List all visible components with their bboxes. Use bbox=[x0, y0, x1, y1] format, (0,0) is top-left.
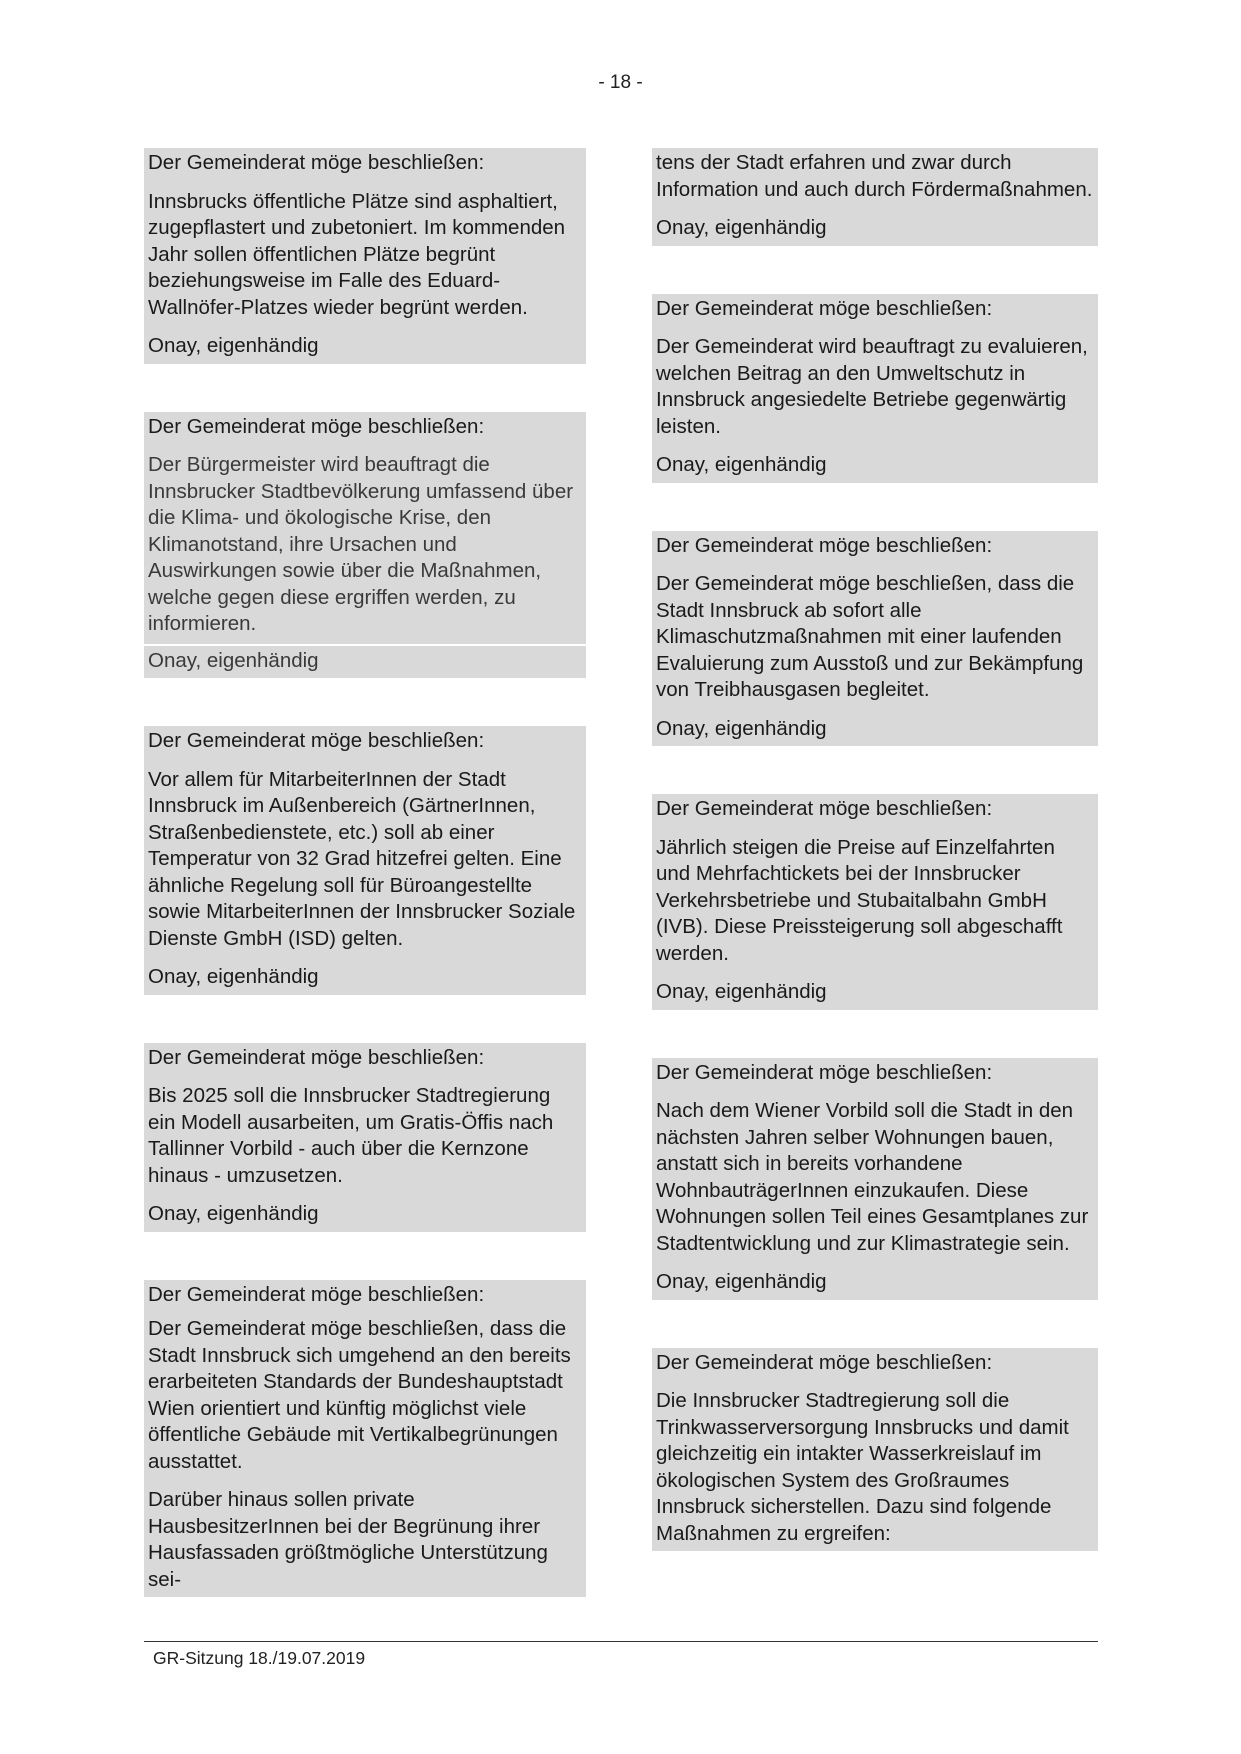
motion-signature: Onay, eigenhändig bbox=[656, 716, 827, 740]
right-column bbox=[652, 148, 1098, 1551]
divider bbox=[144, 644, 586, 646]
motion-signature: Onay, eigenhändig bbox=[148, 648, 319, 672]
motion-block bbox=[652, 531, 1098, 747]
motion-heading: Der Gemeinderat möge beschließen: bbox=[656, 1060, 993, 1084]
motion-signature: Onay, eigenhändig bbox=[656, 453, 827, 476]
motion-block bbox=[652, 1058, 1098, 1300]
motion-block bbox=[652, 794, 1098, 1010]
motion-heading: Der Gemeinderat möge beschließen: bbox=[148, 1045, 485, 1069]
motion-block bbox=[144, 412, 586, 679]
motion-heading: Der Gemeinderat möge beschließen: bbox=[656, 797, 993, 820]
motion-text-continued: Darüber hinaus sollen private HausbesitzerInnen bei der Begrünung ihrer Hausfassaden größtmögliche Unterstützung sei- bbox=[148, 1488, 548, 1591]
motion-heading: Der Gemeinderat möge beschließen: bbox=[148, 729, 485, 752]
motion-text: Jährlich steigen die Preise auf Einzelfahrten und Mehrfachtickets bei der Innsbrucker Verkehrsbetriebe und Stubaitalbahn GmbH (IVB). Diese Preissteigerung soll abgeschafft werden. bbox=[656, 835, 1063, 965]
motion-text: tens der Stadt erfahren und zwar durch Information und auch durch Fördermaßnahmen. bbox=[656, 151, 1093, 201]
motion-signature: Onay, eigenhändig bbox=[656, 216, 827, 239]
motion-signature: Onay, eigenhändig bbox=[148, 334, 319, 357]
motion-text: Der Gemeinderat möge beschließen, dass die Stadt Innsbruck sich umgehend an den bereits erarbeiteten Standards der Bundeshauptstadt Wien orientiert und künftig möglichst viele öffentliche Gebäude mit Vertikalbegrünungen ausstattet. bbox=[148, 1317, 571, 1473]
motion-block bbox=[144, 1043, 586, 1232]
motion-block bbox=[144, 1280, 586, 1598]
footer-divider bbox=[144, 1641, 1098, 1642]
motion-text: Bis 2025 soll die Innsbrucker Stadtregierung ein Modell ausarbeiten, um Gratis-Öffis nach Tallinner Vorbild - auch über die Kernzone hinaus - umzusetzen. bbox=[148, 1084, 554, 1187]
motion-heading: Der Gemeinderat möge beschließen: bbox=[656, 296, 993, 320]
motion-text: Vor allem für MitarbeiterInnen der Stadt Innsbruck im Außenbereich (GärtnerInnen, Straßenbedienstete, etc.) soll ab einer Temperatur von 32 Grad hitzefrei gelten. Eine ähnliche Regelung soll für Büroangestellte sowie MitarbeiterInnen der Innsbrucker Soziale Dienste GmbH (ISD) gelten. bbox=[148, 767, 576, 950]
motion-heading: Der Gemeinderat möge beschließen: bbox=[656, 533, 993, 557]
motion-heading: Der Gemeinderat möge beschließen: bbox=[148, 414, 485, 438]
motion-signature: Onay, eigenhändig bbox=[656, 980, 827, 1003]
motion-text: Der Gemeinderat möge beschließen, dass die Stadt Innsbruck ab sofort alle Klimaschutzmaßnahmen mit einer laufenden Evaluierung zum Ausstoß und zur Bekämpfung von Treibhausgasen begleitet. bbox=[656, 572, 1084, 701]
motion-text: Der Gemeinderat wird beauftragt zu evaluieren, welchen Beitrag an den Umweltschutz in Innsbruck angesiedelte Betriebe gegenwärtig leisten. bbox=[656, 335, 1088, 438]
footer-session-date: GR-Sitzung 18./19.07.2019 bbox=[153, 1648, 366, 1668]
motion-block bbox=[144, 726, 586, 995]
motion-block bbox=[652, 1348, 1098, 1552]
motion-heading: Der Gemeinderat möge beschließen: bbox=[148, 151, 485, 174]
motion-heading: Der Gemeinderat möge beschließen: bbox=[148, 1282, 485, 1306]
motion-text: Der Bürgermeister wird beauftragt die Innsbrucker Stadtbevölkerung umfassend über die Klima- und ökologische Krise, den Klimanotstand, ihre Ursachen und Auswirkungen sowie über die Maßnahmen, welche gegen diese ergriffen werden, zu informieren. bbox=[148, 453, 574, 635]
motion-text: Innsbrucks öffentliche Plätze sind asphaltiert, zugepflastert und zubetoniert. Im kommenden Jahr sollen öffentlichen Plätze begrünt beziehungsweise im Falle des Eduard-Wallnöfer-Platzes wieder begrünt werden. bbox=[148, 189, 566, 319]
motion-text: Nach dem Wiener Vorbild soll die Stadt in den nächsten Jahren selber Wohnungen bauen, anstatt sich in bereits vorhandene WohnbauträgerInnen einzukaufen. Diese Wohnungen sollen Teil eines Gesamtplanes zur Stadtentwicklung und zur Klimastrategie sein. bbox=[656, 1099, 1089, 1255]
motion-block-continued bbox=[652, 148, 1098, 246]
page-number: - 18 - bbox=[598, 72, 643, 93]
motion-signature: Onay, eigenhändig bbox=[148, 1202, 319, 1225]
motion-signature: Onay, eigenhändig bbox=[148, 965, 319, 988]
left-column bbox=[144, 148, 586, 1597]
motion-signature: Onay, eigenhändig bbox=[656, 1270, 827, 1293]
motion-heading: Der Gemeinderat möge beschließen: bbox=[656, 1350, 993, 1374]
motion-text: Die Innsbrucker Stadtregierung soll die Trinkwasserversorgung Innsbrucks und damit gleichzeitig ein intakter Wasserkreislauf im ökologischen System des Großraumes Innsbruck sicherstellen. Dazu sind folgende Maßnahmen zu ergreifen: bbox=[656, 1389, 1069, 1545]
motion-block bbox=[652, 294, 1098, 483]
motion-block bbox=[144, 148, 586, 364]
